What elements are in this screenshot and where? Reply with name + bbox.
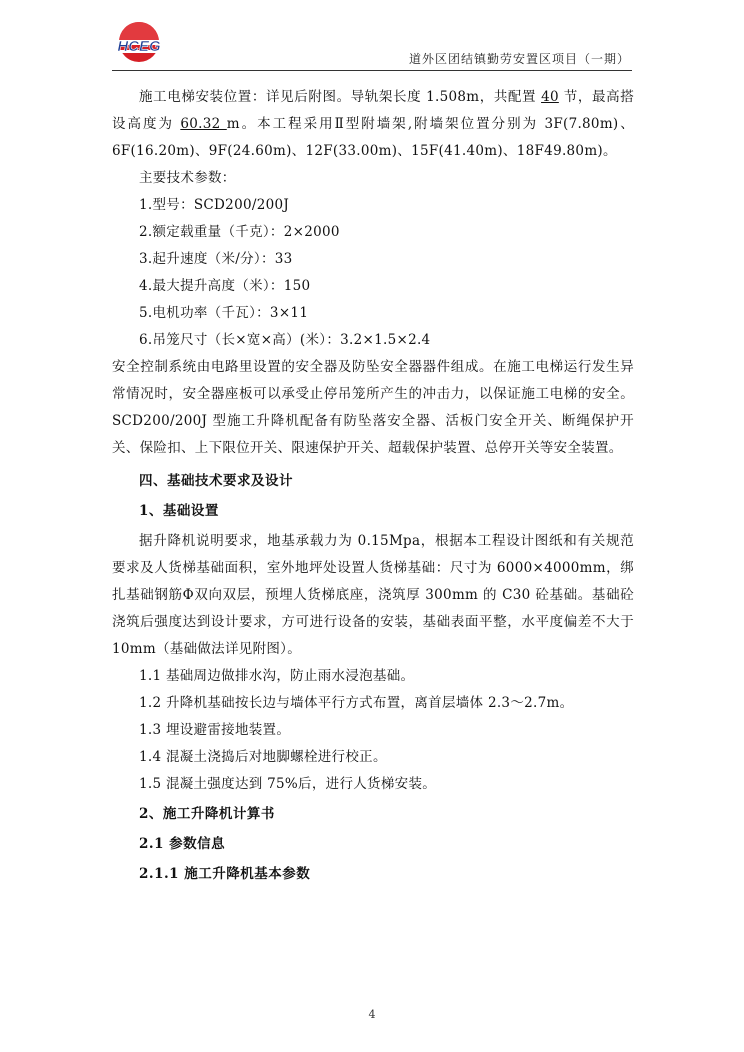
max-height: 60.32 bbox=[180, 116, 227, 132]
section-count: 40 bbox=[541, 89, 559, 105]
foundation-item: 1.3 埋设避雷接地装置。 bbox=[139, 722, 291, 738]
foundation-item: 1.1 基础周边做排水沟，防止雨水浸泡基础。 bbox=[139, 668, 415, 684]
foundation-item: 1.5 混凝土强度达到 75%后，进行人货梯安装。 bbox=[139, 776, 437, 792]
document-title: 道外区团结镇勤劳安置区项目（一期） bbox=[408, 52, 630, 66]
page-content bbox=[112, 84, 634, 891]
param-item: 5.电机功率（千瓦）：3×11 bbox=[139, 305, 309, 321]
logo-text: HCEG bbox=[117, 38, 161, 55]
param-item: 6.吊笼尺寸（长×宽×高）(米）：3.2×1.5×2.4 bbox=[139, 332, 431, 348]
param-item: 3.起升速度（米/分）：33 bbox=[139, 251, 293, 267]
safety-paragraph: 安全控制系统由电路里设置的安全器及防坠安全器器件组成。在施工电梯运行发生异常情况时，安全器座板可以承受止停吊笼所产生的冲击力，以保证施工电梯的安全。SCD200/200J 型施工升降机配备有防坠落安全器、活板门安全开关、断绳保护开关、保险扣、上下限位开关、限速保护开关、超载保护装置、总停开关等安全装置。 bbox=[112, 359, 634, 456]
foundation-paragraph: 据升降机说明要求，地基承载力为 0.15Mpa，根据本工程设计图纸和有关规范要求及人货梯基础面积，室外地坪处设置人货梯基础：尺寸为 6000×4000mm，绑扎基础钢筋Φ双向双层，预埋人货梯底座，浇筑厚 300mm 的 C30 砼基础。基础砼浇筑后强度达到设计要求，方可进行设备的安装，基础表面平整，水平度偏差不大于 10mm（基础做法详见附图）。 bbox=[112, 533, 634, 657]
subsection-2-1-1-heading: 2.1.1 施工升降机基本参数 bbox=[139, 866, 311, 882]
section-4-heading: 四、基础技术要求及设计 bbox=[139, 473, 293, 489]
page-header bbox=[0, 0, 744, 80]
header-divider bbox=[112, 70, 632, 71]
page-number: 4 bbox=[368, 1008, 376, 1021]
param-item: 4.最大提升高度（米）：150 bbox=[139, 278, 311, 294]
param-item: 1.型号：SCD200/200J bbox=[139, 197, 290, 213]
intro-paragraph: 施工电梯安装位置：详见后附图。导轨架长度 1.508m，共配置 40 节，最高搭设高度为 60.32 m。本工程采用Ⅱ型附墙架,附墙架位置分别为 3F(7.80m)、6F(16.20m)、9F(24.60m)、12F(33.00m)、15F(41.40m)、18F49.80m)。 bbox=[112, 89, 634, 159]
subsection-2-1-heading: 2.1 参数信息 bbox=[139, 836, 226, 852]
param-item: 2.额定载重量（千克）：2×2000 bbox=[139, 224, 340, 240]
subsection-2-heading: 2、施工升降机计算书 bbox=[139, 806, 275, 822]
subsection-1-heading: 1、基础设置 bbox=[139, 503, 219, 519]
foundation-item: 1.4 混凝土浇捣后对地脚螺栓进行校正。 bbox=[139, 749, 387, 765]
params-title: 主要技术参数： bbox=[139, 170, 236, 186]
company-logo bbox=[108, 20, 170, 66]
foundation-item: 1.2 升降机基础按长边与墙体平行方式布置，离首层墙体 2.3～2.7m。 bbox=[139, 695, 574, 711]
